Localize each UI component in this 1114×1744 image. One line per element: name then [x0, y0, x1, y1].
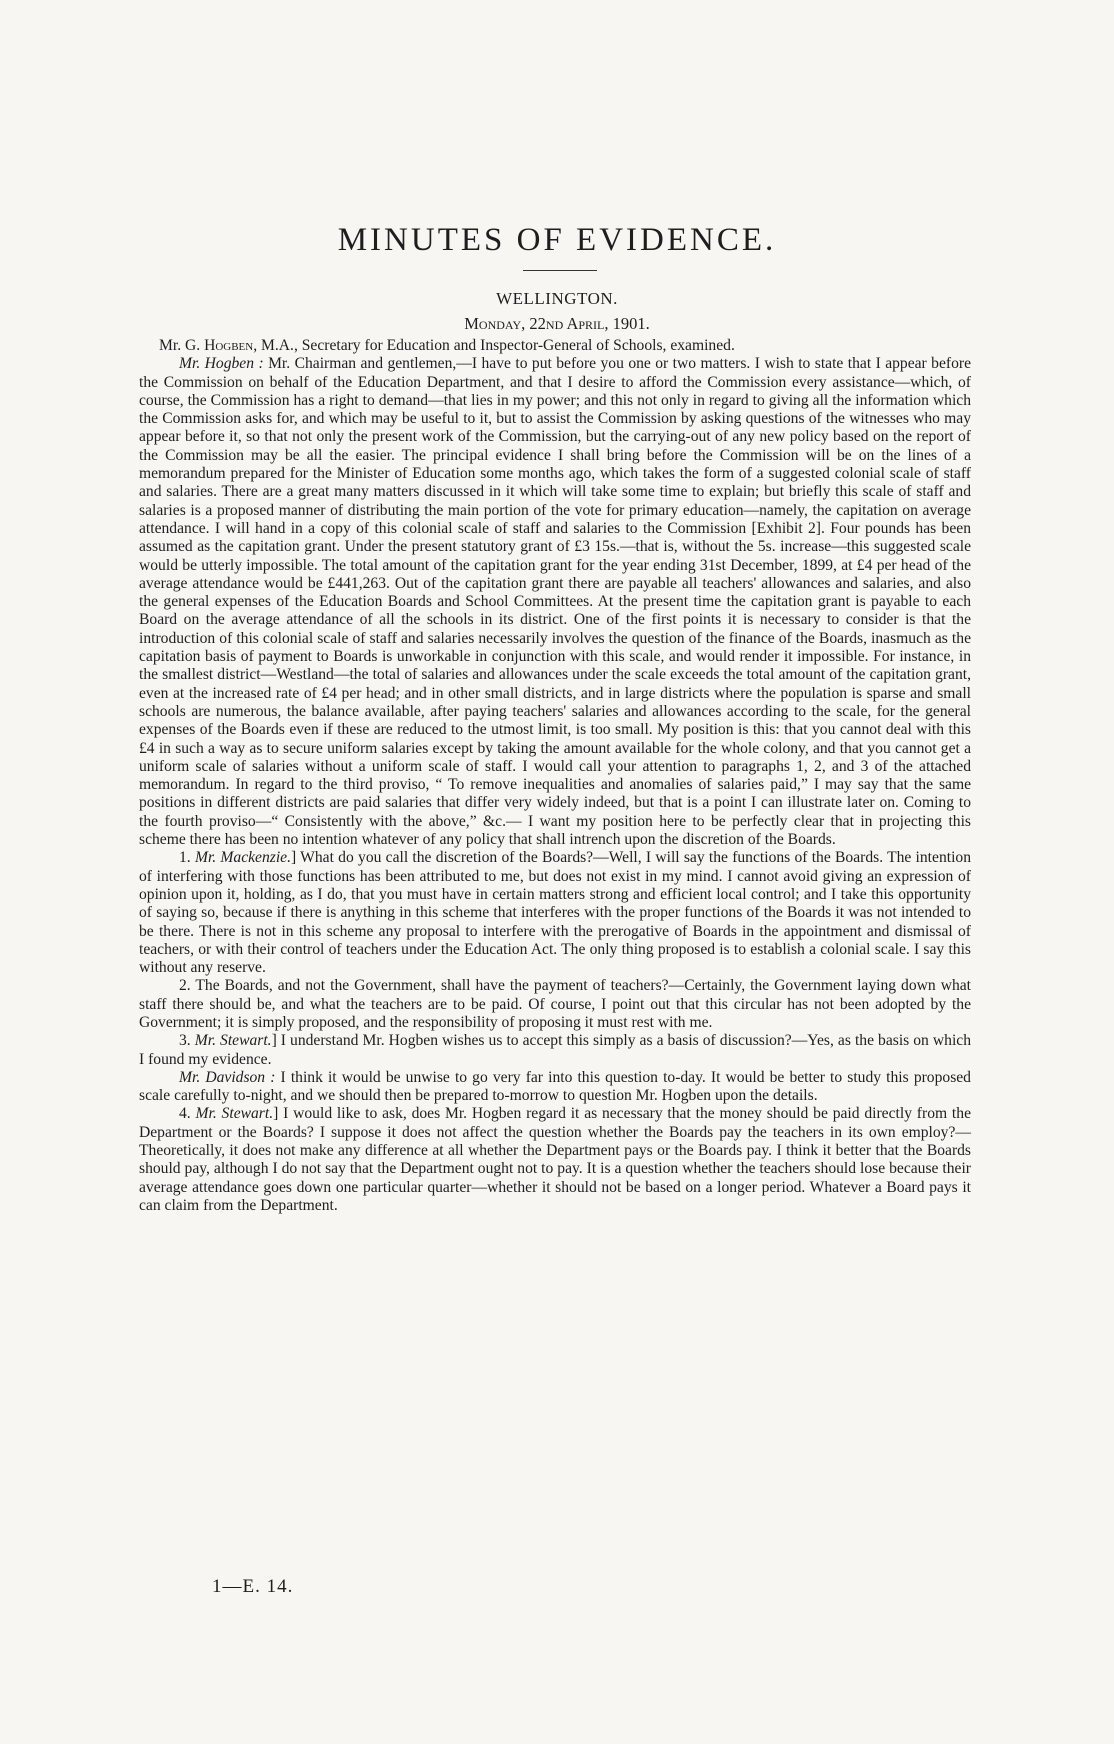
question-number: 1. — [179, 849, 195, 867]
paragraph-text: The Boards, and not the Government, shall have the payment of teachers?—Certainly, the Government laying down what staff there should be, and what the teachers are to be paid. Of course, I point out that this circular has not been adopted by the Government; it is simply proposed, and the responsibility of proposing it must rest with me. — [139, 977, 971, 1031]
minutes-body — [139, 337, 971, 1215]
evidence-paragraph — [139, 977, 971, 1032]
title-rule — [523, 270, 597, 271]
paragraph-text: ] I understand Mr. Hogben wishes us to accept this simply as a basis of discussion?—Yes, as the basis on which I found my evidence. — [139, 1032, 972, 1068]
witness-name: Hogben — [204, 337, 254, 354]
evidence-paragraph — [139, 355, 971, 849]
witness-prefix: Mr. G. — [159, 337, 205, 354]
paragraph-text: ] I would like to ask, does Mr. Hogben regard it as necessary that the money should be paid directly from the Department or the Boards? I suppose it does not affect the question whether the Boards pay the teachers in its own employ?—Theoretically, it does not make any difference at all whether the Department pays or the Boards pay. I think it better that the Boards should pay, although I do not say that the Department ought not to pay. It is a question whether the teachers should lose because their average attendance goes down one particular quarter—whether it should not be based on a longer period. Whatever a Board pays it can claim from the Department. — [139, 1105, 971, 1214]
question-number: 2. — [179, 977, 196, 995]
evidence-paragraph — [139, 1032, 971, 1069]
paragraph-text: I think it would be unwise to go very far into this question to-day. It would be better to study this proposed scale carefully to-night, and we should then be prepared to-morrow to question Mr. Hogben upon the details. — [139, 1068, 971, 1105]
evidence-paragraph — [139, 1105, 971, 1215]
date-heading: Monday, 22nd April, 1901. — [464, 314, 650, 333]
place-heading: WELLINGTON. — [496, 289, 618, 308]
speaker: Mr. Hogben : — [179, 355, 264, 373]
question-number: 4. — [179, 1105, 196, 1123]
speaker: Mr. Mackenzie. — [194, 849, 291, 867]
witness-line — [139, 337, 971, 355]
speaker: Mr. Stewart. — [195, 1105, 274, 1123]
evidence-paragraph — [139, 1069, 971, 1106]
question-number: 3. — [179, 1032, 195, 1050]
paragraph-text: ] What do you call the discretion of the Boards?—Well, I will say the functions of the Boards. The intention of interfering with those functions has been attributed to me, but does not exist in my mind. I cannot avoid giving an expression of opinion upon it, holding, as I do, that you must have in certain matters strong and efficient local control; and I take this opportunity of saying so, because if there is anything in this scheme that interferes with the proper functions of the Boards it was not intended to be there. There is not in this scheme any proposal to interfere with the prerogative of Boards in the appointment and dismissal of teachers, or with their control of teachers under the Education Act. The only thing proposed is to establish a colonial scale. I say this without any reserve. — [139, 849, 971, 977]
speaker: Mr. Stewart. — [194, 1032, 272, 1050]
paragraph-text: Mr. Chairman and gentlemen,—I have to put before you one or two matters. I wish to state that I appear before the Commission on behalf of the Education Department, and that I desire to afford the Commission every assistance—which, of course, the Commission has a right to demand—that lies in my power; and this not only in regard to giving all the information which the Commission asks for, and which may be useful to it, but to assist the Commission by asking questions of the witnesses who may appear before it, so that not only the present work of the Commission, but the carrying-out of any new policy based on the report of the Commission may be all the easier. The principal evidence I shall bring before the Commission will be on the lines of a memorandum prepared for the Minister of Education some months ago, which takes the form of a suggested colonial scale of staff and salaries. There are a great many matters discussed in it which will take some time to explain; but briefly this scale of staff and salaries is a proposed manner of distributing the main portion of the vote for primary education—namely, the capitation on average attendance. I will hand in a copy of this colonial scale of staff and salaries to the Commission [Exhibit 2]. Four pounds has been assumed as the capitation grant. Under the present statutory grant of £3 15s.—that is, without the 5s. increase—this suggested scale would be utterly impossible. The total amount of the capitation grant for the year ending 31st December, 1899, at £4 per head of the average attendance would be £441,263. Out of the capitation grant there are payable all teachers' allowances and salaries, and also the general expenses of the Education Boards and School Committees. At the present time the capitation grant is payable to each Board on the average attendance of all the schools in its district. One of the first points it is necessary to consider is that the introduction of this colonial scale of staff and salaries necessarily involves the question of the finance of the Boards, inasmuch as the capitation basis of payment to Boards is unworkable in conjunction with this scale, and would render it impossible. For instance, in the smallest district—Westland—the total of salaries and allowances under the scale exceeds the total amount of the capitation grant, even at the increased rate of £4 per head; and in other small districts, and in large districts where the population is sparse and small schools are numerous, the balance available, after paying teachers' salaries and allowances according to the scale, for the general expenses of the Boards even if these are reduced to the utmost limit, is too small. My position is this: that you cannot deal with this £4 in such a way as to secure uniform salaries except by taking the amount available for the whole colony, and that you cannot get a uniform scale of salaries without a uniform scale of staff. I would call your attention to paragraphs 1, 2, and 3 of the attached memorandum. In regard to the third proviso, “ To remove inequalities and anomalies of salaries paid,” I may say that the same positions in different districts are paid salaries that differ very widely indeed, but that is a point I can illustrate later on. Coming to the fourth proviso—“ Consistently with the above,” &c.— I want my position here to be perfectly clear that in projecting this scheme there has been no intention whatever of any policy that shall intrench upon the discretion of the Boards. — [139, 355, 971, 849]
witness-description: , M.A., Secretary for Education and Inspector-General of Schools, examined. — [253, 337, 735, 354]
speaker: Mr. Davidson : — [179, 1068, 276, 1086]
page-signature: 1—E. 14. — [212, 1576, 294, 1597]
evidence-paragraph — [139, 849, 971, 977]
page-title: MINUTES OF EVIDENCE. — [337, 222, 777, 258]
